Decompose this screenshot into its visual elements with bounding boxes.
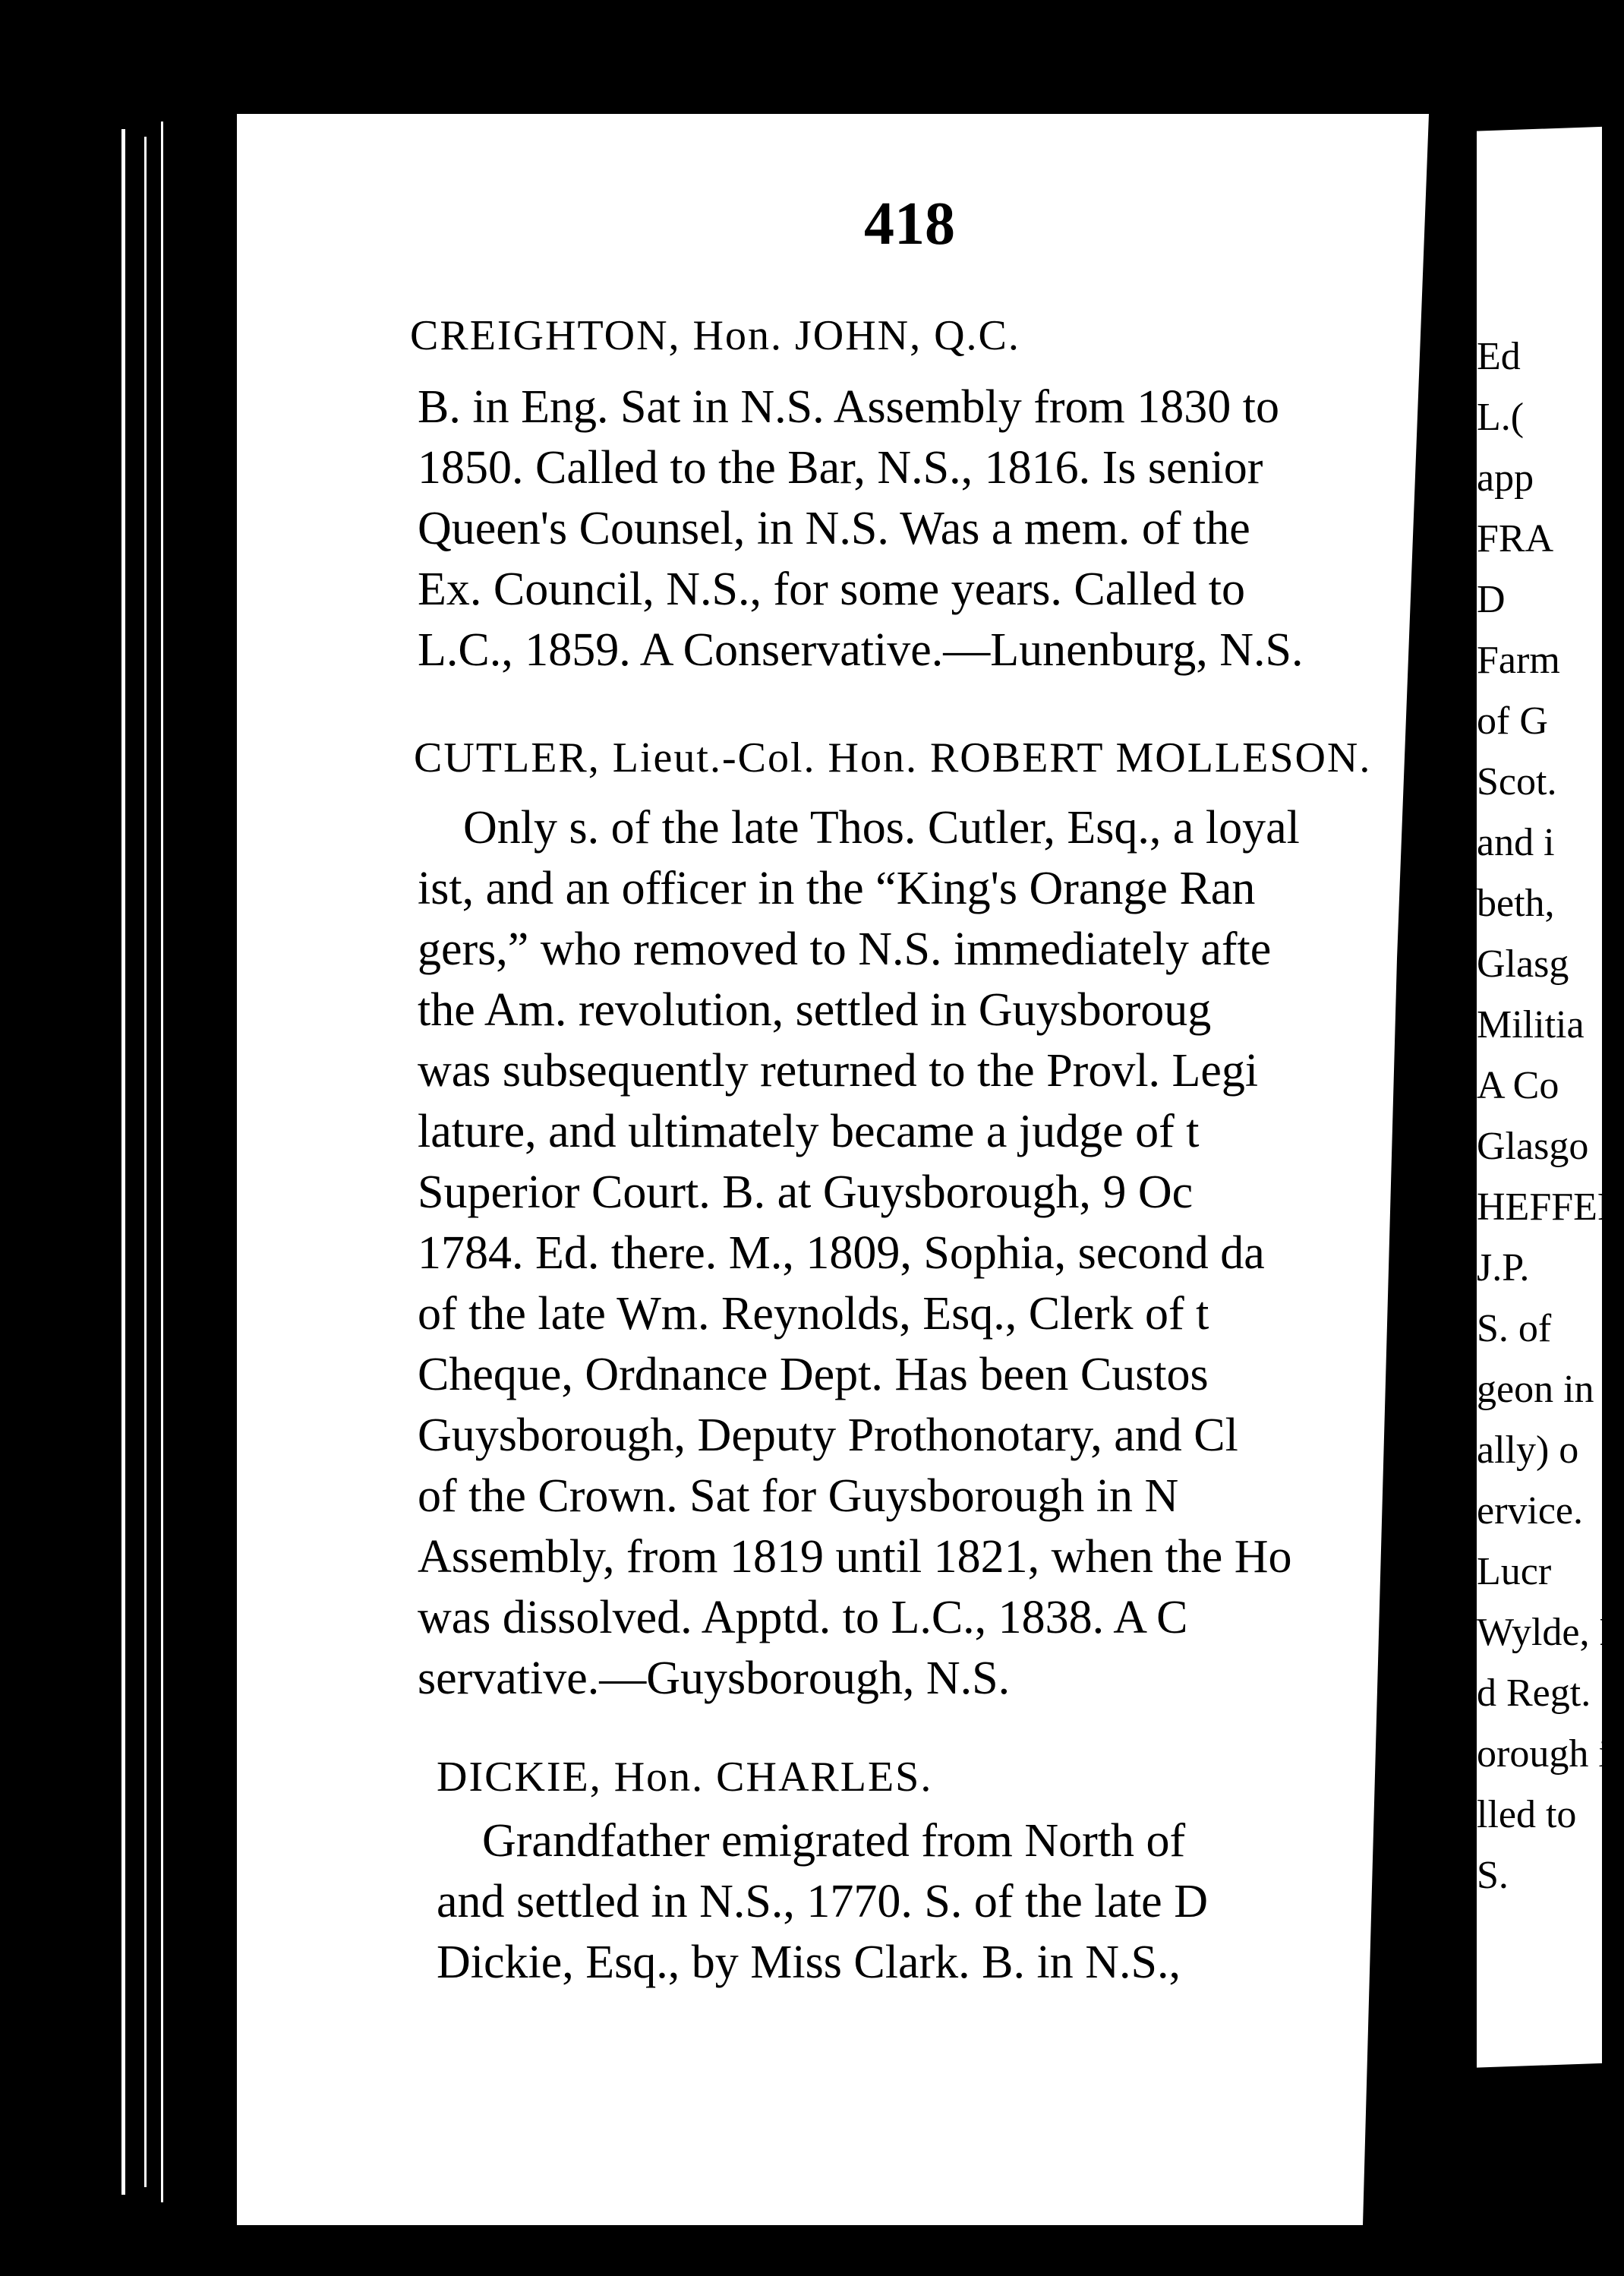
text-line: servative.—Guysborough, N.S. [418, 1653, 1011, 1704]
text-line: S. of [1477, 1307, 1552, 1350]
text-line: Only s. of the late Thos. Cutler, Esq., a loyal [463, 802, 1300, 854]
text-line: Glasgo [1477, 1125, 1589, 1168]
entry-heading-text: DICKIE, Hon. CHARLES. [437, 1754, 933, 1801]
text-line: Farm [1477, 639, 1560, 682]
text-line: lled to [1477, 1793, 1577, 1836]
entry-body-cutler [418, 797, 1300, 1709]
entry-heading-cutler [414, 728, 1371, 788]
text-line: gers,” who removed to N.S. immediately afte [418, 923, 1272, 975]
entry-heading-creighton [410, 305, 1020, 366]
text-line: ist, and an officer in the “King's Orange Ran [418, 863, 1256, 914]
text-line: Lucr [1477, 1550, 1552, 1593]
text-line: Grandfather emigrated from North of [482, 1815, 1186, 1867]
text-line: geon in [1477, 1368, 1594, 1411]
text-line: FRA [1477, 517, 1554, 560]
text-line: the Am. revolution, settled in Guysboroug [418, 984, 1212, 1036]
text-line: beth, [1477, 882, 1555, 925]
text-line: B. in Eng. Sat in N.S. Assembly from 1830 to [418, 381, 1279, 433]
page-edge-line [161, 122, 163, 2202]
text-line: Assembly, from 1819 until 1821, when the Ho [418, 1531, 1292, 1583]
text-line: A Co [1477, 1064, 1559, 1107]
text-line: L.C., 1859. A Conservative.—Lunenburg, N.S. [418, 624, 1304, 676]
text-line: Scot. [1477, 760, 1557, 803]
text-line: Ed [1477, 335, 1521, 378]
page-number: 418 [864, 191, 955, 257]
text-line: 1784. Ed. there. M., 1809, Sophia, second da [418, 1227, 1265, 1279]
text-line: Superior Court. B. at Guysborough, 9 Oc [418, 1166, 1194, 1218]
text-line: J.P. [1477, 1246, 1530, 1290]
text-line: ervice. [1477, 1489, 1584, 1533]
entry-heading-text: CREIGHTON, Hon. JOHN, Q.C. [410, 312, 1020, 359]
text-line: Guysborough, Deputy Prothonotary, and Cl [418, 1409, 1238, 1461]
text-line: app [1477, 456, 1534, 500]
text-line: of G [1477, 699, 1548, 743]
text-line: Cheque, Ordnance Dept. Has been Custos [418, 1349, 1209, 1400]
text-line: d Regt. [1477, 1671, 1591, 1715]
text-line: was dissolved. Apptd. to L.C., 1838. A C [418, 1592, 1188, 1643]
text-line: ally) o [1477, 1428, 1579, 1472]
text-line: Militia [1477, 1003, 1585, 1046]
text-line: lature, and ultimately became a judge of t [418, 1106, 1200, 1157]
text-line: D [1477, 578, 1506, 621]
facing-page-text [1477, 327, 1624, 1906]
text-line: and settled in N.S., 1770. S. of the late D [437, 1876, 1208, 1927]
entry-body-creighton [418, 377, 1303, 680]
text-line: of the late Wm. Reynolds, Esq., Clerk of t [418, 1288, 1209, 1340]
text-line: HEFFER [1477, 1185, 1624, 1229]
text-line: S. [1477, 1854, 1509, 1897]
text-line: 1850. Called to the Bar, N.S., 1816. Is senior [418, 442, 1263, 494]
text-line: orough i [1477, 1732, 1610, 1776]
text-line: L.( [1477, 396, 1525, 439]
text-line: Wylde, E [1477, 1611, 1624, 1654]
entry-heading-dickie [437, 1747, 932, 1807]
text-line: and i [1477, 821, 1555, 864]
text-line: Ex. Council, N.S., for some years. Called to [418, 563, 1245, 615]
text-line: of the Crown. Sat for Guysborough in N [418, 1470, 1179, 1522]
entry-heading-text: CUTLER, Lieut.-Col. Hon. ROBERT MOLLESON. [414, 734, 1372, 781]
entry-body-dickie [437, 1810, 1208, 1993]
text-line: Queen's Counsel, in N.S. Was a mem. of the [418, 503, 1250, 554]
text-line: Glasg [1477, 942, 1569, 986]
page-edge-line [144, 137, 147, 2187]
text-line: Dickie, Esq., by Miss Clark. B. in N.S., [437, 1937, 1181, 1988]
text-line: was subsequently returned to the Provl. Legi [418, 1045, 1259, 1097]
page-edge-line [121, 129, 125, 2195]
